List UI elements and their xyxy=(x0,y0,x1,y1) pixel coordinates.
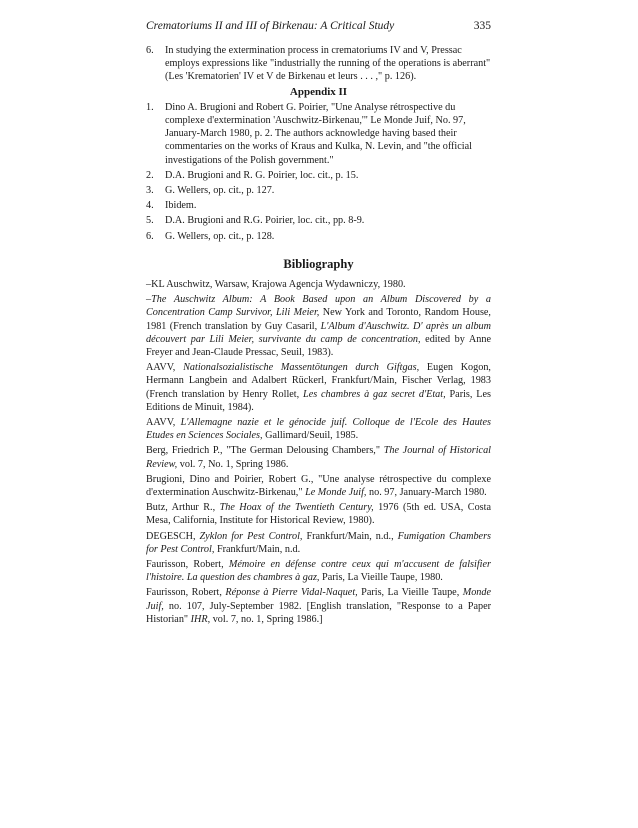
entry-text-segment: vol. 7, no. 1, Spring 1986.] xyxy=(210,613,323,625)
entry-text-segment: no. 107, July-September 1982. [English translation, "Response to a Paper Historian" xyxy=(146,600,491,625)
entry-text-segment: vol. 7, No. 1, Spring 1986. xyxy=(177,458,289,470)
entry-title-segment: Réponse à Pierre Vidal-Naquet, xyxy=(225,587,358,599)
entry-text-segment: Frankfurt/Main, n.d. xyxy=(214,543,301,555)
entry-text-segment: –KL Auschwitz, Warsaw, Krajowa Agencja Wydawniczy, 1980. xyxy=(146,279,406,290)
note-text: Dino A. Brugioni and Robert G. Poirier, "Une Analyse rétrospective du complexe d'extermination 'Auschwitz-Birkenau,'" Le Monde Juif, No. 97, January-March 1980, p. 2. The authors acknowledge having based their commentaries on the works of Kraus and Kulka, N. Levin, and "the official investigations of the Polish government." xyxy=(165,101,472,166)
bibliography-entry xyxy=(146,293,491,359)
entry-text-segment: 1976 (5th ed. USA, Costa Mesa, California, Institute for Historical Review, 1980). xyxy=(146,502,491,527)
entry-title-segment: The Auschwitz Album: A Book Based upon an Album Discovered by a Concentration Camp Survivor, Lili Meier, xyxy=(146,294,491,319)
entry-text-segment: Faurisson, Robert, xyxy=(146,587,226,599)
entry-title-segment: Nationalsozialistische Massentötungen durch Giftgas, xyxy=(183,362,420,374)
entry-text-segment: DEGESCH, xyxy=(146,530,200,542)
entry-title-segment: The Journal of Historical Review, xyxy=(146,445,491,470)
note-item xyxy=(146,101,491,167)
entry-text-segment: Brugioni, Dino and Poirier, Robert G., "Une analyse rétrospective du complexe d'extermination Auschwitz-Birkenau," xyxy=(146,473,491,499)
entry-title-segment: L'Allemagne nazie et le génocide juif. Colloque de l'Ecole des Hautes Etudes en Sciences Sociales, xyxy=(146,417,491,442)
note-item xyxy=(146,214,491,227)
entry-text-segment: Frankfurt/Main, n.d., xyxy=(302,530,398,542)
entry-title-segment: The Hoax of the Twentieth Century, xyxy=(219,502,374,514)
entry-title-segment: Les chambres à gaz secret d'Etat, xyxy=(303,388,446,400)
note-number: 4. xyxy=(146,200,154,212)
note-item xyxy=(146,44,491,84)
entry-text-segment: Faurisson, Robert, xyxy=(146,559,229,571)
entry-text-segment: Gallimard/Seuil, 1985. xyxy=(262,430,359,442)
entry-title-segment: IHR, xyxy=(190,613,211,625)
note-text: G. Wellers, op. cit., p. 127. xyxy=(165,185,275,197)
note-text: In studying the extermination process in crematoriums IV and V, Pressac employs expressions like "industrially the running of the operations is aberrant" (Les 'Krematorien' IV et V de Birkenau et leurs . . . ," p. 126). xyxy=(165,45,491,83)
note-number: 3. xyxy=(146,185,154,197)
note-number: 6. xyxy=(146,230,154,242)
bibliography-entry xyxy=(146,558,491,584)
note-number: 5. xyxy=(146,215,154,227)
appendix-notes xyxy=(146,101,491,243)
entry-title-segment: Le Monde Juif, xyxy=(305,487,367,499)
bibliography-heading: Bibliography xyxy=(283,257,354,271)
note-number: 2. xyxy=(146,169,154,181)
running-header xyxy=(146,20,491,32)
entry-text-segment: Paris, La Vieille Taupe, 1980. xyxy=(319,572,443,584)
bibliography-entry xyxy=(146,501,491,527)
note-item xyxy=(146,169,491,182)
bibliography-entry xyxy=(146,530,491,556)
entry-text-segment: – xyxy=(146,294,152,306)
entry-title-segment: Zyklon for Pest Control, xyxy=(199,530,303,542)
appendix-heading: Appendix II xyxy=(289,85,348,98)
note-item xyxy=(146,230,491,243)
bibliography-entry xyxy=(146,278,491,291)
entry-text-segment: Berg, Friedrich P., "The German Delousing Chambers," xyxy=(146,445,384,457)
bibliography-entry xyxy=(146,361,491,414)
entry-text-segment: edited by Anne Freyer and Jean-Claude Pressac, Seuil, 1983). xyxy=(146,333,491,359)
entry-text-segment: AAVV, xyxy=(146,417,181,429)
entry-text-segment: Butz, Arthur R., xyxy=(146,502,220,514)
note-text: Ibidem. xyxy=(165,200,197,212)
bibliography-entry xyxy=(146,416,491,442)
entry-title-segment: L'Album d'Auschwitz. D' après un album découvert par Lili Meier, survivante du camp de concentration, xyxy=(146,320,491,345)
note-number: 1. xyxy=(146,101,154,113)
bibliography-entry xyxy=(146,473,491,499)
entry-text-segment: Paris, La Vieille Taupe, xyxy=(357,587,463,599)
note-text: D.A. Brugioni and R.G. Poirier, loc. cit., pp. 8-9. xyxy=(165,215,365,227)
note-item xyxy=(146,199,491,212)
note-item xyxy=(146,184,491,197)
note-number: 6. xyxy=(146,45,154,56)
entry-title-segment: Mémoire en défense contre ceux qui m'accusent de falsifier l'histoire. La question des chambres à gaz, xyxy=(146,559,492,584)
page-number: 335 xyxy=(473,20,491,32)
entry-text-segment: New York and Toronto, Random House, 1981 (French translation by Guy Casaril, xyxy=(146,307,491,332)
entry-text-segment: Paris, Les Editions de Minuit, 1984). xyxy=(146,388,491,413)
note-text: G. Wellers, op. cit., p. 128. xyxy=(165,230,275,242)
entry-text-segment: AAVV, xyxy=(146,362,184,374)
bibliography-entry xyxy=(146,444,491,470)
notes-section xyxy=(146,44,491,245)
entry-title-segment: Monde Juif, xyxy=(146,587,492,612)
running-title: Crematoriums II and III of Birkenau: A Critical Study xyxy=(146,20,395,32)
bibliography-list xyxy=(146,278,491,628)
note-text: D.A. Brugioni and R. G. Poirier, loc. cit., p. 15. xyxy=(165,169,359,181)
entry-title-segment: Fumigation Chambers for Pest Control, xyxy=(146,530,492,555)
bibliography-entry xyxy=(146,586,491,626)
entry-text-segment: no. 97, January-March 1980. xyxy=(366,487,487,499)
entry-text-segment: Eugen Kogon, Hermann Langbein and Adalbert Rückerl, Frankfurt/Main, Fischer Verlag, 1983 (French translation by Henry Rollet, xyxy=(146,362,491,400)
